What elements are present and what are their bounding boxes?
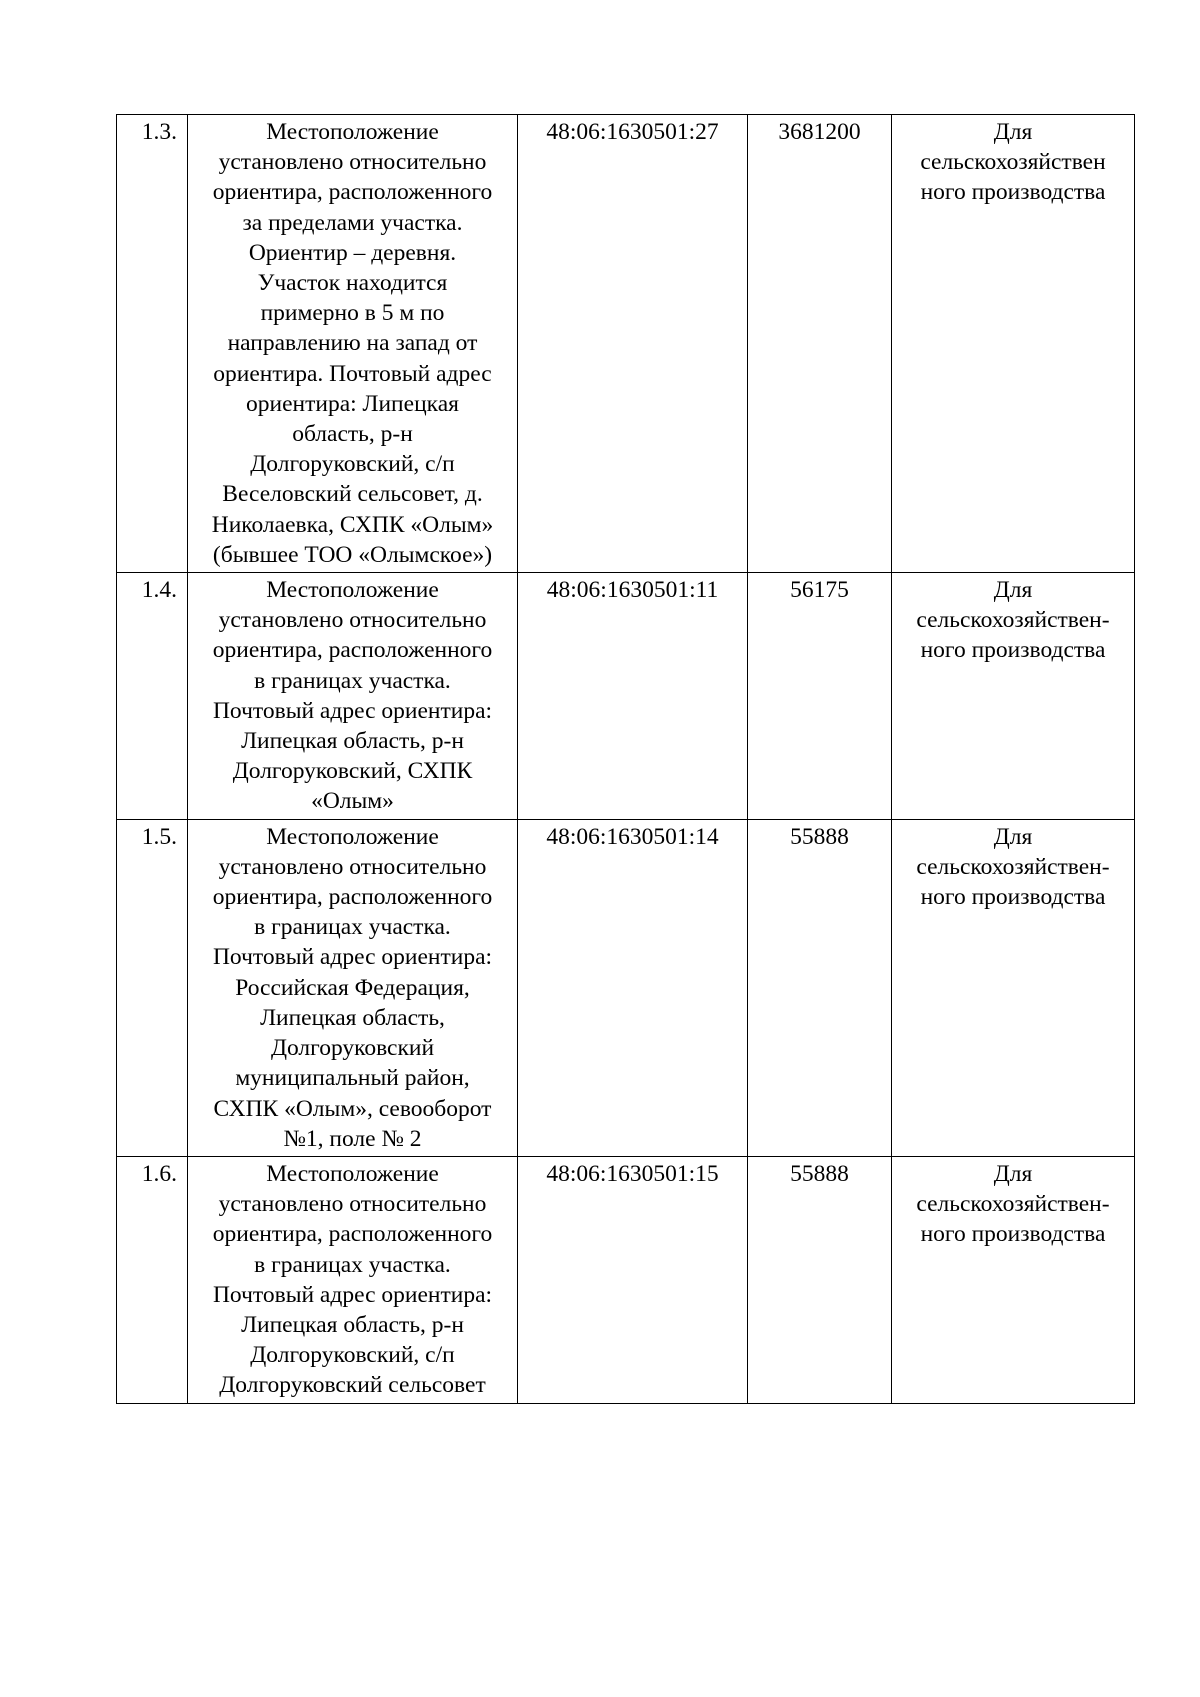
cadastral-number: 48:06:1630501:11 (518, 573, 748, 820)
location-line: Долгоруковский, СХПК (232, 758, 473, 785)
location-line: Липецкая область, р-н (241, 1311, 464, 1338)
purpose-line: Для (993, 823, 1033, 850)
cadastral-number: 48:06:1630501:27 (518, 115, 748, 573)
plot-area: 3681200 (748, 115, 892, 573)
purpose-line: ного производства (920, 1221, 1106, 1248)
row-number: 1.6. (117, 1156, 188, 1403)
location-line: №1, поле № 2 (283, 1125, 422, 1152)
land-use-purpose (892, 819, 1135, 1156)
location-description (188, 573, 518, 820)
location-line: установлено относительно (218, 853, 487, 880)
location-line: Местоположение (266, 577, 439, 604)
location-line: Долгоруковский сельсовет (219, 1372, 486, 1399)
location-line: Липецкая область, р-н (241, 728, 464, 755)
purpose-line: ного производства (920, 884, 1106, 911)
purpose-line: сельскохозяйствен- (916, 607, 1110, 634)
purpose-line: ного производства (920, 179, 1106, 206)
land-use-purpose (892, 115, 1135, 573)
row-number: 1.3. (117, 115, 188, 573)
land-plots-table-body (117, 115, 1135, 1404)
plot-area: 55888 (748, 819, 892, 1156)
location-line: область, р-н (292, 421, 413, 448)
location-line: СХПК «Олым», севооборот (213, 1095, 492, 1122)
table-row (117, 115, 1135, 573)
location-line: в границах участка. (254, 1251, 451, 1278)
table-row (117, 1156, 1135, 1403)
location-line: ориентира: Липецкая (246, 390, 459, 417)
location-line: Местоположение (266, 1160, 439, 1187)
location-line: установлено относительно (218, 1191, 487, 1218)
table-row (117, 819, 1135, 1156)
plot-area: 56175 (748, 573, 892, 820)
location-line: ориентира, расположенного (212, 637, 493, 664)
location-line: ориентира, расположенного (212, 884, 493, 911)
purpose-line: Для (993, 1160, 1033, 1187)
location-line: Веселовский сельсовет, д. (222, 481, 483, 508)
location-line: Почтовый адрес ориентира: (212, 697, 493, 724)
location-description (188, 1156, 518, 1403)
purpose-line: Для (993, 119, 1033, 145)
purpose-line: сельскохозяйствен (920, 149, 1106, 176)
location-line: ориентира. Почтовый адрес (213, 360, 492, 387)
location-line: Местоположение (266, 823, 439, 850)
location-line: Николаевка, СХПК «Олым» (211, 511, 494, 538)
cadastral-number: 48:06:1630501:15 (518, 1156, 748, 1403)
location-line: Долгоруковский (270, 1035, 435, 1062)
location-line: ориентира, расположенного (212, 179, 493, 206)
location-line: (бывшее ТОО «Олымское») (212, 541, 493, 568)
row-number: 1.5. (117, 819, 188, 1156)
location-line: Почтовый адрес ориентира: (212, 944, 493, 971)
row-number: 1.4. (117, 573, 188, 820)
purpose-line: Для (993, 577, 1033, 604)
purpose-line: ного производства (920, 637, 1106, 664)
location-line: Участок находится (257, 270, 448, 297)
location-line: установлено относительно (218, 607, 487, 634)
land-use-purpose (892, 1156, 1135, 1403)
location-line: Долгоруковский, с/п (250, 451, 455, 478)
land-use-purpose (892, 573, 1135, 820)
location-line: ориентира, расположенного (212, 1221, 493, 1248)
location-line: Российская Федерация, (235, 974, 470, 1001)
location-line: Долгоруковский, с/п (250, 1342, 455, 1369)
table-row (117, 573, 1135, 820)
location-line: в границах участка. (254, 667, 451, 694)
cadastral-number: 48:06:1630501:14 (518, 819, 748, 1156)
location-line: «Олым» (311, 788, 394, 815)
land-plots-table (116, 114, 1135, 1404)
purpose-line: сельскохозяйствен- (916, 1191, 1110, 1218)
location-line: примерно в 5 м по (260, 300, 445, 327)
location-description (188, 115, 518, 573)
location-line: направлению на запад от (227, 330, 478, 357)
location-line: муниципальный район, (235, 1065, 470, 1092)
location-line: Липецкая область, (260, 1004, 445, 1031)
location-line: Почтовый адрес ориентира: (212, 1281, 493, 1308)
location-line: установлено относительно (218, 149, 487, 176)
plot-area: 55888 (748, 1156, 892, 1403)
location-line: в границах участка. (254, 914, 451, 941)
location-line: Местоположение (266, 119, 439, 145)
location-line: за пределами участка. (242, 209, 463, 236)
purpose-line: сельскохозяйствен- (916, 853, 1110, 880)
location-description (188, 819, 518, 1156)
location-line: Ориентир – деревня. (248, 239, 457, 266)
